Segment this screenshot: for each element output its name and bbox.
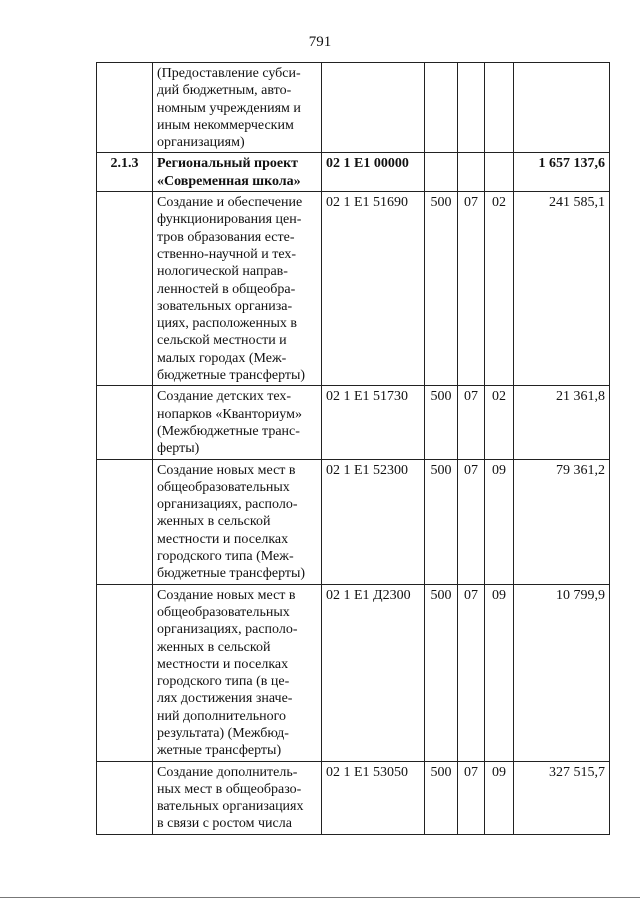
section-code: 07 <box>464 462 478 478</box>
item-name-cell <box>153 63 322 153</box>
item-name-cell <box>153 192 322 386</box>
expense-type: 500 <box>430 195 452 211</box>
expense-type-cell <box>425 153 458 192</box>
section-code-cell <box>458 386 485 459</box>
target-code: 02 1 E1 Д2300 <box>326 587 411 603</box>
row-number-cell <box>97 584 153 761</box>
amount-cell <box>514 63 610 153</box>
amount: 327 515,7 <box>549 764 605 780</box>
target-code-cell <box>322 459 425 584</box>
subsection-code: 02 <box>492 195 506 211</box>
expense-type: 500 <box>430 764 452 780</box>
row-number-cell <box>97 63 153 153</box>
item-name: (Предоставление субси- дий бюджетным, авто- номным учреждениям и иным некоммерческим организациям) <box>157 66 301 151</box>
row-number-cell <box>97 192 153 386</box>
row-number: 2.1.3 <box>110 156 139 172</box>
row-number-cell <box>97 153 153 192</box>
item-name-cell <box>153 459 322 584</box>
amount-cell <box>514 386 610 459</box>
target-code-cell <box>322 63 425 153</box>
section-code-cell <box>458 459 485 584</box>
subsection-code-cell <box>485 153 514 192</box>
expense-type-cell <box>425 386 458 459</box>
amount-cell <box>514 192 610 386</box>
table-row <box>97 761 610 834</box>
target-code: 02 1 E1 51730 <box>326 389 409 405</box>
table-row <box>97 63 610 153</box>
row-number-cell <box>97 459 153 584</box>
subsection-code-cell <box>485 63 514 153</box>
section-code-cell <box>458 584 485 761</box>
subsection-code: 09 <box>492 764 506 780</box>
subsection-code: 02 <box>492 389 506 405</box>
item-name: Создание новых мест в общеобразовательных организациях, располо- женных в сельской местности и поселках городского типа (в це- лях достижения значе- ний дополнительного результата) (Межбюд- жетные трансферты) <box>157 587 298 759</box>
table-body <box>97 63 610 835</box>
target-code-cell <box>322 153 425 192</box>
amount-cell <box>514 153 610 192</box>
section-code-cell <box>458 63 485 153</box>
expense-type-cell <box>425 459 458 584</box>
amount-cell <box>514 459 610 584</box>
section-code-cell <box>458 192 485 386</box>
section-code: 07 <box>464 195 478 211</box>
item-name: Создание новых мест в общеобразовательных организациях, располо- женных в сельской местности и поселках городского типа (Меж- бюджетные трансферты) <box>157 462 306 582</box>
subsection-code: 09 <box>492 587 506 603</box>
table-row <box>97 386 610 459</box>
amount-cell <box>514 761 610 834</box>
item-name-cell <box>153 386 322 459</box>
table-row <box>97 584 610 761</box>
item-name: Создание детских тех- нопарков «Кванториум» (Межбюджетные транс- ферты) <box>157 389 302 457</box>
row-number-cell <box>97 761 153 834</box>
expense-type: 500 <box>430 462 452 478</box>
page-number: 791 <box>308 34 332 50</box>
item-name: Создание дополнитель- ных мест в общеобразо- вательных организациях в связи с ростом числа <box>157 764 304 832</box>
target-code: 02 1 E1 53050 <box>326 764 409 780</box>
row-number-cell <box>97 386 153 459</box>
item-name-cell <box>153 584 322 761</box>
section-code: 07 <box>464 764 478 780</box>
target-code: 02 1 E1 52300 <box>326 462 409 478</box>
amount: 241 585,1 <box>549 195 605 211</box>
target-code-cell <box>322 386 425 459</box>
target-code-cell <box>322 192 425 386</box>
amount: 21 361,8 <box>556 389 605 405</box>
item-name-cell <box>153 153 322 192</box>
amount: 1 657 137,6 <box>538 156 605 172</box>
expense-type-cell <box>425 761 458 834</box>
subsection-code-cell <box>485 192 514 386</box>
section-code: 07 <box>464 389 478 405</box>
expense-type-cell <box>425 584 458 761</box>
table-row <box>97 459 610 584</box>
table-row <box>97 192 610 386</box>
section-code-cell <box>458 761 485 834</box>
section-code-cell <box>458 153 485 192</box>
bottom-rule <box>0 897 640 898</box>
item-name: Создание и обеспечение функционирования цен- тров образования есте- ственно-научной и тех- нологической направ- ленностей в общеобра- зовательных организа- циях, расположенных в сельской местности и малых городах (Меж- бюджетные трансферты) <box>157 195 306 384</box>
target-code-cell <box>322 761 425 834</box>
expense-type-cell <box>425 63 458 153</box>
subsection-code-cell <box>485 761 514 834</box>
subsection-code-cell <box>485 584 514 761</box>
expense-type: 500 <box>430 389 452 405</box>
target-code: 02 1 E1 51690 <box>326 195 409 211</box>
subsection-code: 09 <box>492 462 506 478</box>
section-code: 07 <box>464 587 478 603</box>
subsection-code-cell <box>485 459 514 584</box>
item-name-cell <box>153 761 322 834</box>
amount-cell <box>514 584 610 761</box>
table-row <box>97 153 610 192</box>
amount: 10 799,9 <box>556 587 605 603</box>
subsection-code-cell <box>485 386 514 459</box>
expense-type: 500 <box>430 587 452 603</box>
target-code: 02 1 E1 00000 <box>326 156 409 172</box>
budget-table <box>96 62 610 835</box>
item-name: Региональный проект «Современная школа» <box>157 156 301 189</box>
expense-type-cell <box>425 192 458 386</box>
amount: 79 361,2 <box>556 462 605 478</box>
target-code-cell <box>322 584 425 761</box>
